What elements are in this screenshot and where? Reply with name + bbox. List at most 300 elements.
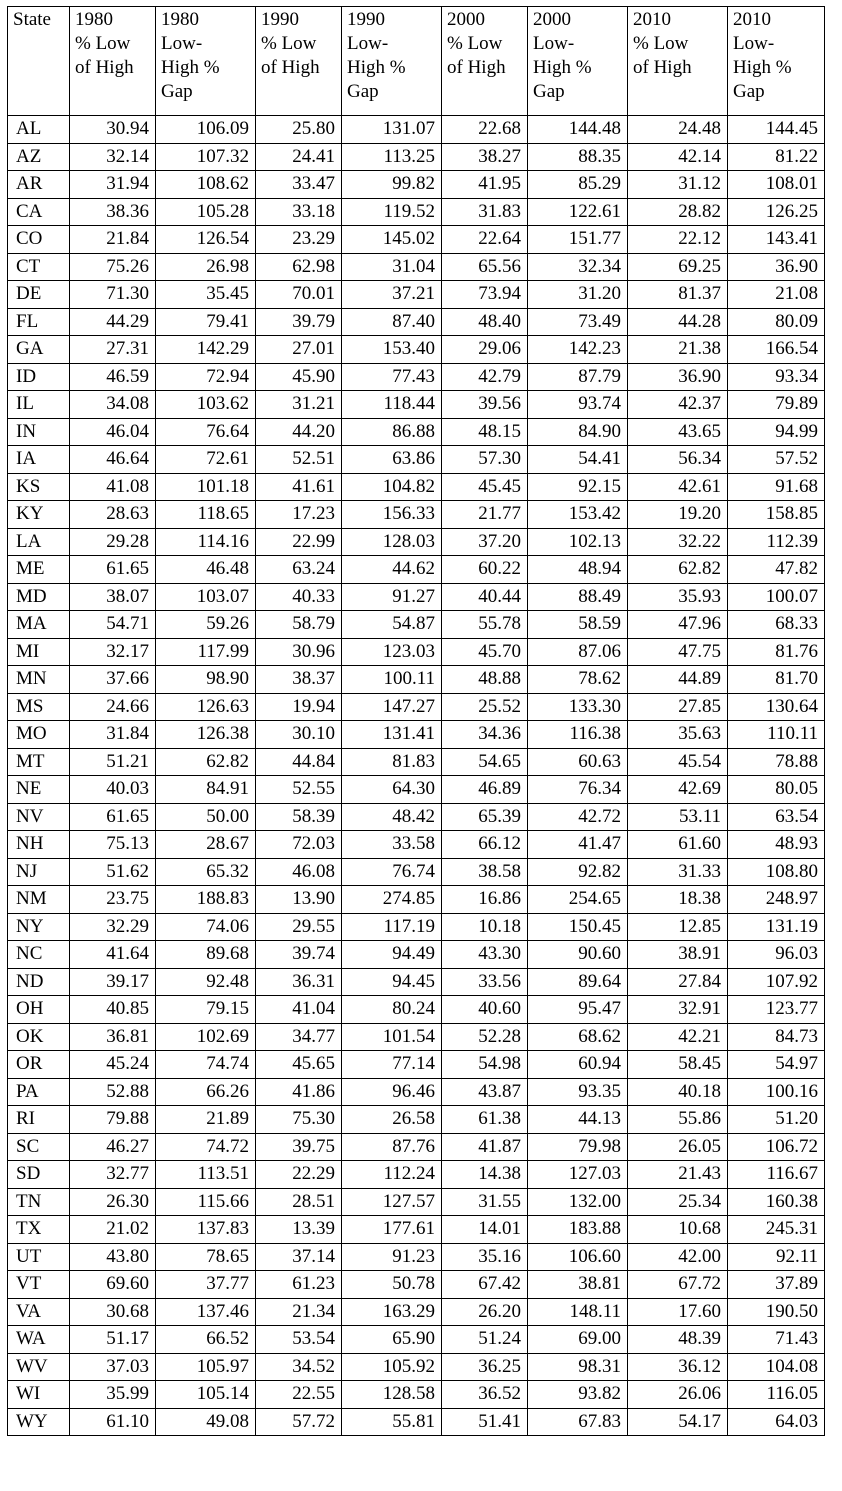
value-cell: 32.17 [70, 638, 156, 666]
value-cell: 55.81 [342, 1408, 442, 1436]
value-cell: 21.77 [442, 501, 528, 529]
value-cell: 45.65 [256, 1051, 342, 1079]
value-cell: 70.01 [256, 281, 342, 309]
table-row [8, 803, 825, 831]
column-header-state: State [8, 7, 70, 116]
value-cell: 108.01 [728, 171, 825, 199]
value-cell: 24.48 [628, 116, 728, 144]
state-cell: MI [8, 638, 70, 666]
table-row [8, 1298, 825, 1326]
value-cell: 52.51 [256, 446, 342, 474]
value-cell: 98.90 [156, 666, 256, 694]
value-cell: 37.21 [342, 281, 442, 309]
value-cell: 42.14 [628, 143, 728, 171]
value-cell: 38.91 [628, 941, 728, 969]
value-cell: 60.63 [528, 748, 628, 776]
value-cell: 37.03 [70, 1353, 156, 1381]
value-cell: 92.15 [528, 473, 628, 501]
value-cell: 41.95 [442, 171, 528, 199]
value-cell: 40.18 [628, 1078, 728, 1106]
value-cell: 92.82 [528, 858, 628, 886]
value-cell: 144.45 [728, 116, 825, 144]
value-cell: 49.08 [156, 1408, 256, 1436]
value-cell: 36.12 [628, 1353, 728, 1381]
value-cell: 77.14 [342, 1051, 442, 1079]
table-row [8, 1161, 825, 1189]
value-cell: 32.91 [628, 996, 728, 1024]
value-cell: 37.77 [156, 1271, 256, 1299]
value-cell: 131.19 [728, 913, 825, 941]
state-cell: CA [8, 198, 70, 226]
value-cell: 21.08 [728, 281, 825, 309]
column-header: 1990 Low- High % Gap [342, 7, 442, 116]
state-cell: TX [8, 1216, 70, 1244]
value-cell: 41.08 [70, 473, 156, 501]
value-cell: 153.40 [342, 336, 442, 364]
table-row [8, 1381, 825, 1409]
value-cell: 55.86 [628, 1106, 728, 1134]
state-cell: LA [8, 528, 70, 556]
value-cell: 77.43 [342, 363, 442, 391]
value-cell: 126.38 [156, 721, 256, 749]
value-cell: 22.29 [256, 1161, 342, 1189]
value-cell: 46.27 [70, 1133, 156, 1161]
value-cell: 133.30 [528, 693, 628, 721]
table-row [8, 226, 825, 254]
table-row [8, 1106, 825, 1134]
value-cell: 35.99 [70, 1381, 156, 1409]
value-cell: 93.74 [528, 391, 628, 419]
value-cell: 73.49 [528, 308, 628, 336]
state-cell: IA [8, 446, 70, 474]
value-cell: 21.02 [70, 1216, 156, 1244]
value-cell: 81.83 [342, 748, 442, 776]
value-cell: 19.94 [256, 693, 342, 721]
value-cell: 67.83 [528, 1408, 628, 1436]
value-cell: 48.93 [728, 831, 825, 859]
value-cell: 78.88 [728, 748, 825, 776]
state-cell: NE [8, 776, 70, 804]
value-cell: 142.23 [528, 336, 628, 364]
value-cell: 27.31 [70, 336, 156, 364]
state-cell: MS [8, 693, 70, 721]
value-cell: 30.96 [256, 638, 342, 666]
value-cell: 183.88 [528, 1216, 628, 1244]
value-cell: 51.24 [442, 1326, 528, 1354]
value-cell: 128.58 [342, 1381, 442, 1409]
state-cell: NH [8, 831, 70, 859]
value-cell: 91.23 [342, 1243, 442, 1271]
value-cell: 43.87 [442, 1078, 528, 1106]
value-cell: 29.28 [70, 528, 156, 556]
value-cell: 143.41 [728, 226, 825, 254]
value-cell: 41.61 [256, 473, 342, 501]
table-row [8, 941, 825, 969]
value-cell: 65.39 [442, 803, 528, 831]
value-cell: 23.29 [256, 226, 342, 254]
value-cell: 28.82 [628, 198, 728, 226]
value-cell: 42.69 [628, 776, 728, 804]
value-cell: 51.62 [70, 858, 156, 886]
value-cell: 78.62 [528, 666, 628, 694]
value-cell: 48.42 [342, 803, 442, 831]
value-cell: 34.77 [256, 1023, 342, 1051]
value-cell: 39.79 [256, 308, 342, 336]
value-cell: 47.75 [628, 638, 728, 666]
value-cell: 102.69 [156, 1023, 256, 1051]
state-cell: NY [8, 913, 70, 941]
value-cell: 26.30 [70, 1188, 156, 1216]
value-cell: 62.82 [156, 748, 256, 776]
table-row [8, 1133, 825, 1161]
value-cell: 33.56 [442, 968, 528, 996]
value-cell: 18.38 [628, 886, 728, 914]
table-row [8, 556, 825, 584]
value-cell: 101.18 [156, 473, 256, 501]
value-cell: 36.81 [70, 1023, 156, 1051]
value-cell: 79.98 [528, 1133, 628, 1161]
value-cell: 145.02 [342, 226, 442, 254]
value-cell: 32.22 [628, 528, 728, 556]
value-cell: 100.07 [728, 583, 825, 611]
value-cell: 118.65 [156, 501, 256, 529]
value-cell: 37.14 [256, 1243, 342, 1271]
value-cell: 86.88 [342, 418, 442, 446]
table-row [8, 1271, 825, 1299]
value-cell: 60.22 [442, 556, 528, 584]
value-cell: 106.60 [528, 1243, 628, 1271]
value-cell: 84.73 [728, 1023, 825, 1051]
state-cell: MA [8, 611, 70, 639]
value-cell: 87.40 [342, 308, 442, 336]
value-cell: 46.64 [70, 446, 156, 474]
value-cell: 67.42 [442, 1271, 528, 1299]
value-cell: 95.47 [528, 996, 628, 1024]
table-row [8, 391, 825, 419]
state-cell: MO [8, 721, 70, 749]
column-header: 1980 Low- High % Gap [156, 7, 256, 116]
value-cell: 65.56 [442, 253, 528, 281]
value-cell: 26.20 [442, 1298, 528, 1326]
value-cell: 32.34 [528, 253, 628, 281]
value-cell: 57.30 [442, 446, 528, 474]
state-cell: WA [8, 1326, 70, 1354]
value-cell: 116.67 [728, 1161, 825, 1189]
value-cell: 25.52 [442, 693, 528, 721]
value-cell: 55.78 [442, 611, 528, 639]
value-cell: 126.63 [156, 693, 256, 721]
value-cell: 22.68 [442, 116, 528, 144]
value-cell: 40.85 [70, 996, 156, 1024]
table-row [8, 1353, 825, 1381]
value-cell: 76.34 [528, 776, 628, 804]
value-cell: 22.99 [256, 528, 342, 556]
value-cell: 44.62 [342, 556, 442, 584]
value-cell: 100.16 [728, 1078, 825, 1106]
value-cell: 31.33 [628, 858, 728, 886]
column-header: 2000 % Low of High [442, 7, 528, 116]
value-cell: 45.45 [442, 473, 528, 501]
value-cell: 127.57 [342, 1188, 442, 1216]
column-header: 1980 % Low of High [70, 7, 156, 116]
value-cell: 104.82 [342, 473, 442, 501]
value-cell: 116.05 [728, 1381, 825, 1409]
value-cell: 166.54 [728, 336, 825, 364]
value-cell: 68.33 [728, 611, 825, 639]
table-row [8, 528, 825, 556]
state-cell: TN [8, 1188, 70, 1216]
table-row [8, 363, 825, 391]
value-cell: 160.38 [728, 1188, 825, 1216]
value-cell: 89.68 [156, 941, 256, 969]
value-cell: 126.25 [728, 198, 825, 226]
value-cell: 38.37 [256, 666, 342, 694]
value-cell: 117.19 [342, 913, 442, 941]
value-cell: 92.48 [156, 968, 256, 996]
value-cell: 108.62 [156, 171, 256, 199]
value-cell: 45.24 [70, 1051, 156, 1079]
table-row [8, 886, 825, 914]
value-cell: 40.03 [70, 776, 156, 804]
value-cell: 32.77 [70, 1161, 156, 1189]
table-row [8, 996, 825, 1024]
state-cell: ND [8, 968, 70, 996]
value-cell: 47.96 [628, 611, 728, 639]
value-cell: 29.06 [442, 336, 528, 364]
value-cell: 40.60 [442, 996, 528, 1024]
state-cell: NC [8, 941, 70, 969]
state-cell: MN [8, 666, 70, 694]
state-cell: NJ [8, 858, 70, 886]
value-cell: 100.11 [342, 666, 442, 694]
value-cell: 54.97 [728, 1051, 825, 1079]
value-cell: 61.65 [70, 556, 156, 584]
value-cell: 151.77 [528, 226, 628, 254]
value-cell: 28.51 [256, 1188, 342, 1216]
state-gap-table [7, 6, 825, 1436]
value-cell: 36.31 [256, 968, 342, 996]
value-cell: 41.86 [256, 1078, 342, 1106]
value-cell: 89.64 [528, 968, 628, 996]
value-cell: 48.94 [528, 556, 628, 584]
value-cell: 41.47 [528, 831, 628, 859]
state-cell: AR [8, 171, 70, 199]
value-cell: 113.51 [156, 1161, 256, 1189]
value-cell: 40.33 [256, 583, 342, 611]
value-cell: 48.15 [442, 418, 528, 446]
table-row [8, 1023, 825, 1051]
value-cell: 35.63 [628, 721, 728, 749]
value-cell: 61.23 [256, 1271, 342, 1299]
value-cell: 34.52 [256, 1353, 342, 1381]
table-row [8, 638, 825, 666]
table-row [8, 281, 825, 309]
value-cell: 42.37 [628, 391, 728, 419]
table-row [8, 253, 825, 281]
value-cell: 79.41 [156, 308, 256, 336]
value-cell: 38.81 [528, 1271, 628, 1299]
value-cell: 47.82 [728, 556, 825, 584]
value-cell: 105.14 [156, 1381, 256, 1409]
value-cell: 57.72 [256, 1408, 342, 1436]
value-cell: 42.21 [628, 1023, 728, 1051]
value-cell: 117.99 [156, 638, 256, 666]
table-row [8, 171, 825, 199]
state-cell: WV [8, 1353, 70, 1381]
table-row [8, 776, 825, 804]
value-cell: 153.42 [528, 501, 628, 529]
table-row [8, 116, 825, 144]
column-header: 2010 % Low of High [628, 7, 728, 116]
value-cell: 51.20 [728, 1106, 825, 1134]
value-cell: 17.60 [628, 1298, 728, 1326]
value-cell: 123.03 [342, 638, 442, 666]
state-cell: KY [8, 501, 70, 529]
value-cell: 41.64 [70, 941, 156, 969]
value-cell: 84.91 [156, 776, 256, 804]
value-cell: 39.74 [256, 941, 342, 969]
value-cell: 10.68 [628, 1216, 728, 1244]
value-cell: 14.01 [442, 1216, 528, 1244]
value-cell: 126.54 [156, 226, 256, 254]
value-cell: 115.66 [156, 1188, 256, 1216]
value-cell: 21.34 [256, 1298, 342, 1326]
value-cell: 66.12 [442, 831, 528, 859]
value-cell: 16.86 [442, 886, 528, 914]
value-cell: 13.90 [256, 886, 342, 914]
value-cell: 54.87 [342, 611, 442, 639]
value-cell: 58.45 [628, 1051, 728, 1079]
value-cell: 19.20 [628, 501, 728, 529]
value-cell: 27.84 [628, 968, 728, 996]
value-cell: 118.44 [342, 391, 442, 419]
value-cell: 14.38 [442, 1161, 528, 1189]
value-cell: 105.97 [156, 1353, 256, 1381]
state-cell: AZ [8, 143, 70, 171]
value-cell: 54.41 [528, 446, 628, 474]
value-cell: 31.20 [528, 281, 628, 309]
value-cell: 50.78 [342, 1271, 442, 1299]
value-cell: 25.80 [256, 116, 342, 144]
value-cell: 61.38 [442, 1106, 528, 1134]
value-cell: 30.10 [256, 721, 342, 749]
value-cell: 39.17 [70, 968, 156, 996]
value-cell: 90.60 [528, 941, 628, 969]
value-cell: 54.65 [442, 748, 528, 776]
table-row [8, 831, 825, 859]
value-cell: 33.47 [256, 171, 342, 199]
value-cell: 73.94 [442, 281, 528, 309]
value-cell: 44.20 [256, 418, 342, 446]
value-cell: 147.27 [342, 693, 442, 721]
value-cell: 75.13 [70, 831, 156, 859]
value-cell: 65.90 [342, 1326, 442, 1354]
table-row [8, 1216, 825, 1244]
table-row [8, 446, 825, 474]
value-cell: 106.09 [156, 116, 256, 144]
value-cell: 31.55 [442, 1188, 528, 1216]
value-cell: 39.75 [256, 1133, 342, 1161]
value-cell: 44.84 [256, 748, 342, 776]
value-cell: 26.58 [342, 1106, 442, 1134]
value-cell: 56.34 [628, 446, 728, 474]
value-cell: 38.58 [442, 858, 528, 886]
value-cell: 76.64 [156, 418, 256, 446]
value-cell: 36.90 [728, 253, 825, 281]
value-cell: 23.75 [70, 886, 156, 914]
state-cell: OH [8, 996, 70, 1024]
value-cell: 63.86 [342, 446, 442, 474]
value-cell: 142.29 [156, 336, 256, 364]
state-cell: NM [8, 886, 70, 914]
value-cell: 42.00 [628, 1243, 728, 1271]
state-cell: MD [8, 583, 70, 611]
value-cell: 26.98 [156, 253, 256, 281]
value-cell: 38.36 [70, 198, 156, 226]
value-cell: 131.41 [342, 721, 442, 749]
value-cell: 131.07 [342, 116, 442, 144]
value-cell: 66.26 [156, 1078, 256, 1106]
value-cell: 61.65 [70, 803, 156, 831]
value-cell: 79.88 [70, 1106, 156, 1134]
value-cell: 62.82 [628, 556, 728, 584]
value-cell: 38.07 [70, 583, 156, 611]
state-cell: IL [8, 391, 70, 419]
column-header: 2000 Low- High % Gap [528, 7, 628, 116]
value-cell: 69.00 [528, 1326, 628, 1354]
value-cell: 99.82 [342, 171, 442, 199]
table-row [8, 336, 825, 364]
value-cell: 75.30 [256, 1106, 342, 1134]
value-cell: 52.55 [256, 776, 342, 804]
value-cell: 39.56 [442, 391, 528, 419]
table-body [8, 116, 825, 1436]
table-row [8, 418, 825, 446]
value-cell: 33.18 [256, 198, 342, 226]
value-cell: 150.45 [528, 913, 628, 941]
value-cell: 123.77 [728, 996, 825, 1024]
value-cell: 48.39 [628, 1326, 728, 1354]
table-row [8, 721, 825, 749]
value-cell: 10.18 [442, 913, 528, 941]
table-row [8, 913, 825, 941]
value-cell: 54.71 [70, 611, 156, 639]
value-cell: 40.44 [442, 583, 528, 611]
value-cell: 38.27 [442, 143, 528, 171]
value-cell: 57.52 [728, 446, 825, 474]
value-cell: 31.94 [70, 171, 156, 199]
value-cell: 106.72 [728, 1133, 825, 1161]
state-cell: CO [8, 226, 70, 254]
value-cell: 88.49 [528, 583, 628, 611]
value-cell: 36.52 [442, 1381, 528, 1409]
value-cell: 84.90 [528, 418, 628, 446]
table-row [8, 1078, 825, 1106]
value-cell: 96.03 [728, 941, 825, 969]
state-cell: MT [8, 748, 70, 776]
header-row [8, 7, 825, 116]
state-cell: ME [8, 556, 70, 584]
table-row [8, 501, 825, 529]
table-row [8, 308, 825, 336]
state-cell: OR [8, 1051, 70, 1079]
state-cell: FL [8, 308, 70, 336]
value-cell: 35.16 [442, 1243, 528, 1271]
value-cell: 64.30 [342, 776, 442, 804]
value-cell: 163.29 [342, 1298, 442, 1326]
value-cell: 72.61 [156, 446, 256, 474]
value-cell: 94.49 [342, 941, 442, 969]
